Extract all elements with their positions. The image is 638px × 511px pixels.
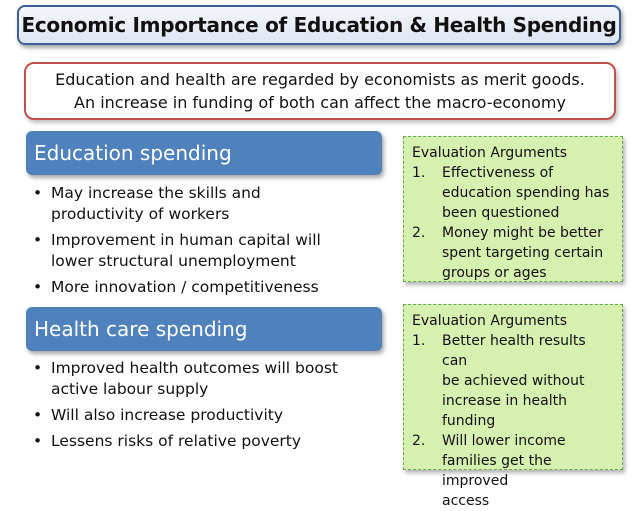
list-item: • Improved health outcomes will boost active labour supply bbox=[33, 359, 338, 398]
list-item: • More innovation / competitiveness bbox=[33, 278, 319, 296]
list-item: 2. Will lower income families get the improved access bbox=[412, 433, 566, 509]
list-item: • Will also increase productivity bbox=[33, 406, 284, 424]
bullet-icon: • bbox=[33, 278, 43, 296]
list-item: • May increase the skills and productivity of workers bbox=[33, 184, 261, 223]
evaluation-box-education bbox=[403, 136, 623, 282]
evaluation-box-health bbox=[403, 304, 623, 509]
education-bullets bbox=[30, 183, 375, 303]
bullet-icon: • bbox=[33, 432, 43, 450]
evaluation-list bbox=[412, 331, 614, 511]
bullet-icon: • bbox=[33, 231, 43, 249]
list-item: 1. Better health results can be achieved without increase in health funding bbox=[412, 333, 586, 429]
intro-line-1: Education and health are regarded by economists as merit goods. bbox=[55, 70, 585, 89]
list-item: • Improvement in human capital will lower structural unemployment bbox=[33, 231, 321, 270]
health-heading bbox=[26, 307, 382, 351]
education-heading bbox=[26, 131, 382, 175]
list-item: 1. Effectiveness of education spending has been questioned bbox=[412, 165, 610, 221]
bullet-icon: • bbox=[33, 184, 43, 202]
education-heading-text: Education spending bbox=[34, 141, 232, 165]
health-heading-text: Health care spending bbox=[34, 317, 248, 341]
evaluation-heading: Evaluation Arguments bbox=[412, 145, 568, 161]
intro-box bbox=[24, 62, 616, 120]
list-item: 2. Money might be better spent targeting certain groups or ages bbox=[412, 225, 604, 281]
slide-title bbox=[17, 5, 621, 45]
intro-line-2: An increase in funding of both can affect the macro-economy bbox=[74, 93, 566, 112]
bullet-icon: • bbox=[33, 359, 43, 377]
evaluation-list bbox=[412, 163, 614, 283]
evaluation-heading: Evaluation Arguments bbox=[412, 313, 568, 329]
slide-title-text: Economic Importance of Education & Health Spending bbox=[21, 13, 617, 37]
health-bullets bbox=[30, 358, 375, 457]
list-item: • Lessens risks of relative poverty bbox=[33, 432, 302, 450]
bullet-icon: • bbox=[33, 406, 43, 424]
